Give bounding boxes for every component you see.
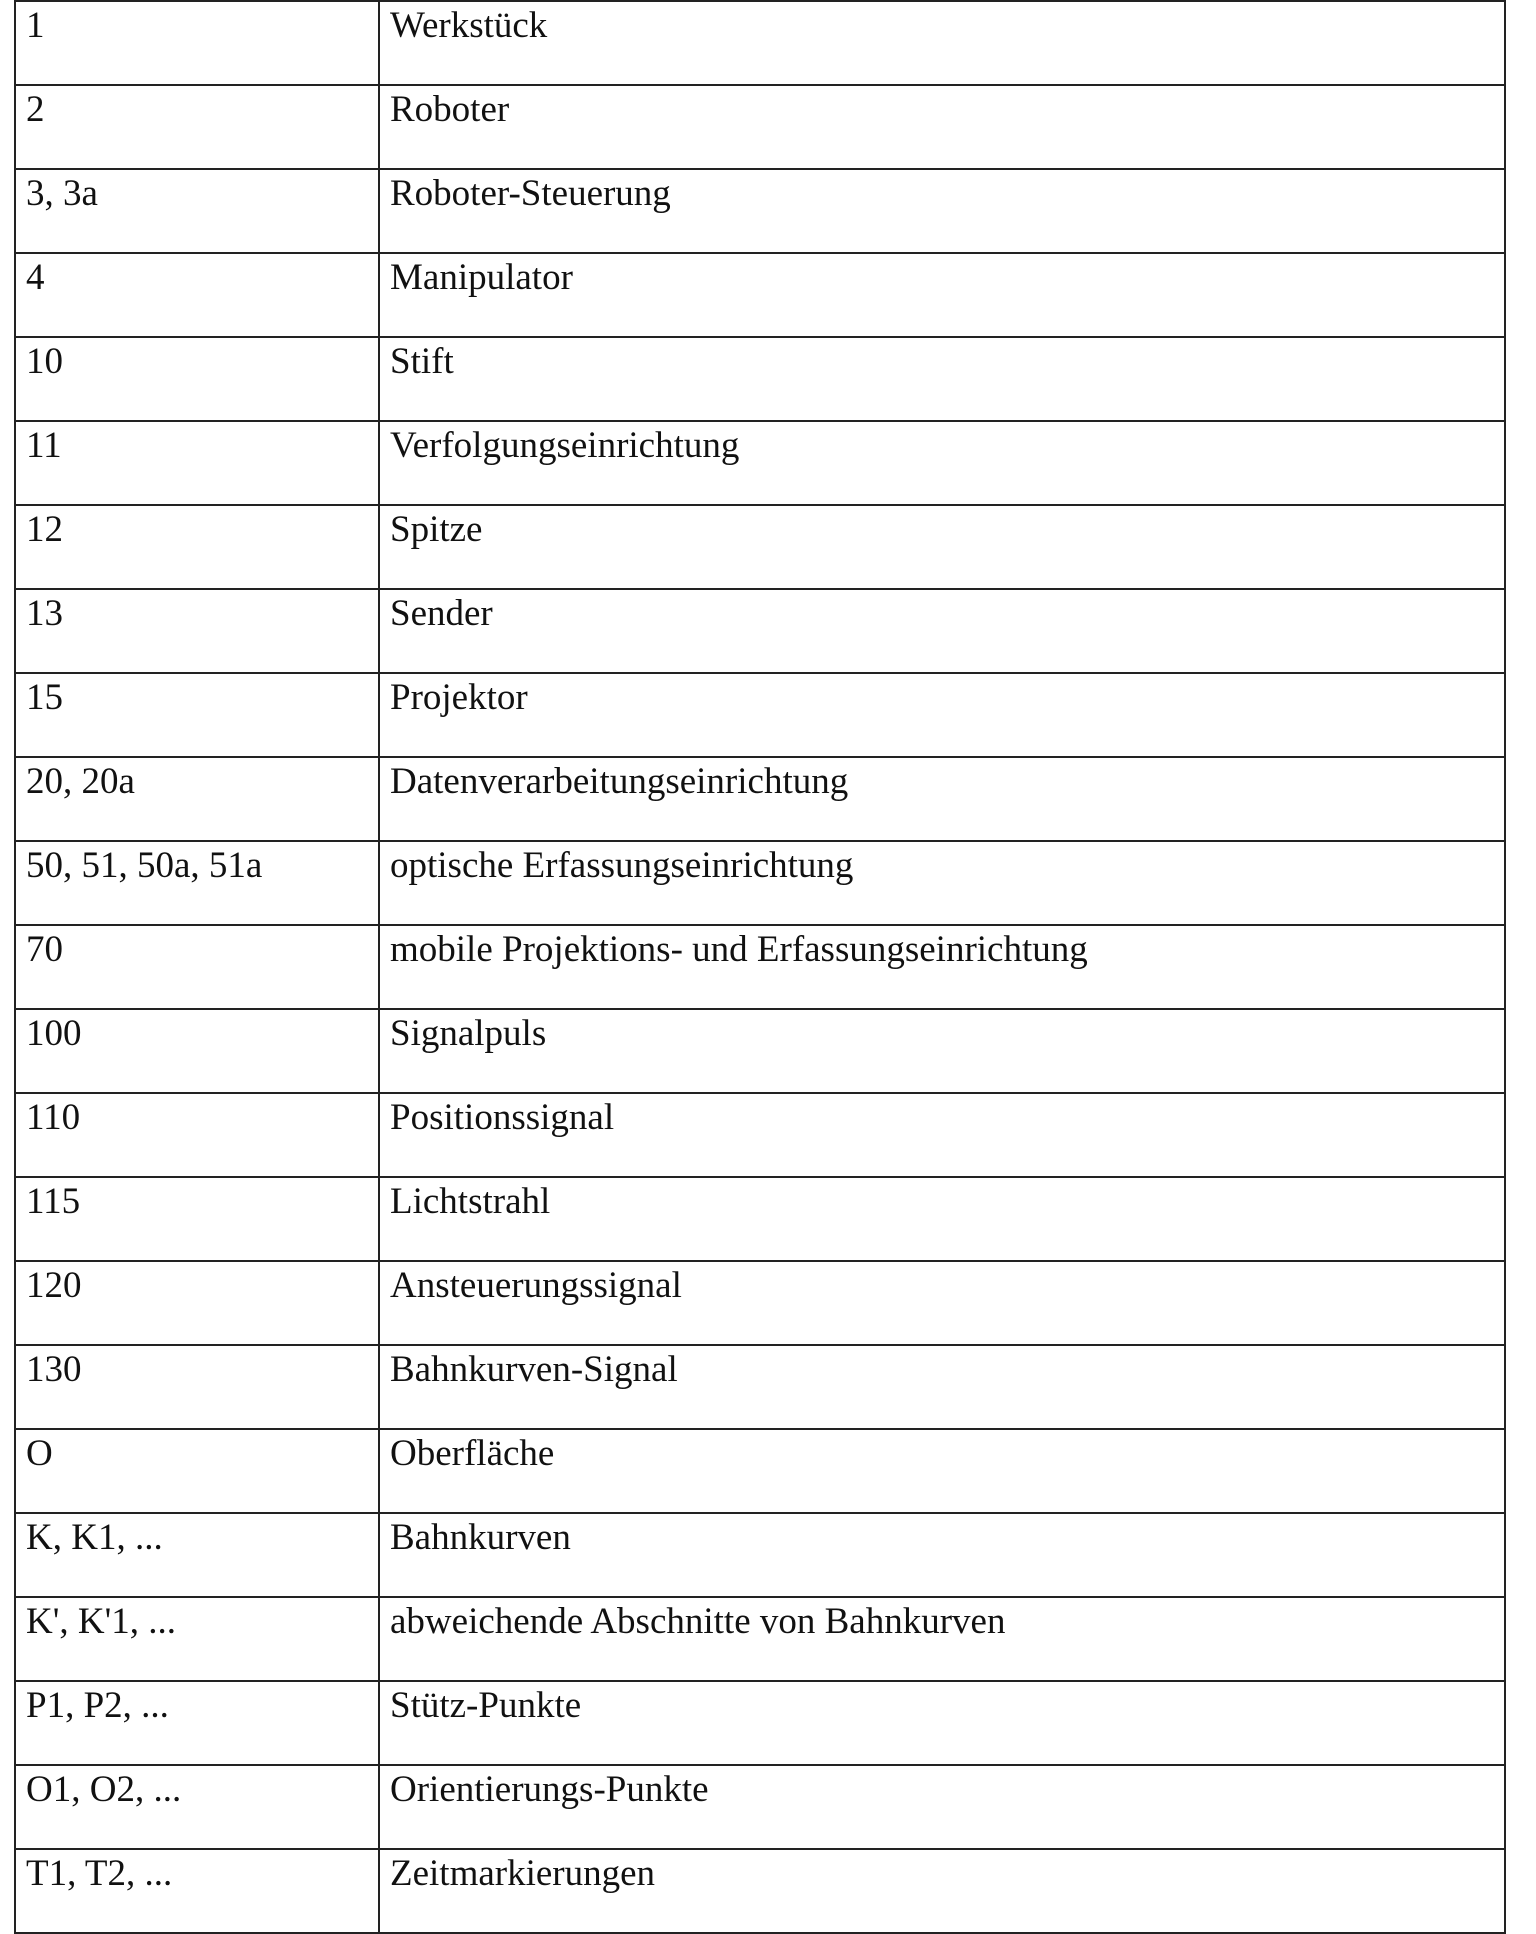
table-row <box>15 505 1505 589</box>
reference-sign-table <box>14 0 1506 1934</box>
designation-cell: Ansteuerungssignal <box>379 1261 1505 1345</box>
designation-cell: Positionssignal <box>379 1093 1505 1177</box>
table-row <box>15 1681 1505 1765</box>
designation-cell: Zeitmarkierungen <box>379 1849 1505 1933</box>
table-row <box>15 421 1505 505</box>
table-row <box>15 1177 1505 1261</box>
reference-number-cell: 1 <box>15 1 379 85</box>
reference-number-cell: O1, O2, ... <box>15 1765 379 1849</box>
reference-number-cell: T1, T2, ... <box>15 1849 379 1933</box>
table-row <box>15 1597 1505 1681</box>
designation-cell: Manipulator <box>379 253 1505 337</box>
table-row <box>15 1 1505 85</box>
table-row <box>15 1429 1505 1513</box>
reference-number-cell: 15 <box>15 673 379 757</box>
reference-number-cell: 13 <box>15 589 379 673</box>
table-row <box>15 1009 1505 1093</box>
designation-cell: Projektor <box>379 673 1505 757</box>
table-row <box>15 1513 1505 1597</box>
table-row <box>15 85 1505 169</box>
designation-cell: Signalpuls <box>379 1009 1505 1093</box>
reference-number-cell: 110 <box>15 1093 379 1177</box>
reference-number-cell: 130 <box>15 1345 379 1429</box>
reference-number-cell: 50, 51, 50a, 51a <box>15 841 379 925</box>
table-row <box>15 253 1505 337</box>
table-row <box>15 337 1505 421</box>
designation-cell: Oberfläche <box>379 1429 1505 1513</box>
table-body <box>15 1 1505 1933</box>
reference-number-cell: O <box>15 1429 379 1513</box>
designation-cell: Roboter <box>379 85 1505 169</box>
designation-cell: Roboter-Steuerung <box>379 169 1505 253</box>
reference-number-cell: 11 <box>15 421 379 505</box>
designation-cell: abweichende Abschnitte von Bahnkurven <box>379 1597 1505 1681</box>
reference-number-cell: 70 <box>15 925 379 1009</box>
reference-number-cell: 115 <box>15 1177 379 1261</box>
designation-cell: Orientierungs-Punkte <box>379 1765 1505 1849</box>
designation-cell: Bahnkurven-Signal <box>379 1345 1505 1429</box>
reference-number-cell: 10 <box>15 337 379 421</box>
table-row <box>15 1849 1505 1933</box>
designation-cell: Sender <box>379 589 1505 673</box>
reference-number-cell: 100 <box>15 1009 379 1093</box>
reference-number-cell: 120 <box>15 1261 379 1345</box>
table-row <box>15 673 1505 757</box>
reference-number-cell: 20, 20a <box>15 757 379 841</box>
table-row <box>15 1261 1505 1345</box>
reference-number-cell: K, K1, ... <box>15 1513 379 1597</box>
table-row <box>15 169 1505 253</box>
reference-number-cell: P1, P2, ... <box>15 1681 379 1765</box>
table-row <box>15 1765 1505 1849</box>
reference-number-cell: 2 <box>15 85 379 169</box>
reference-number-cell: 3, 3a <box>15 169 379 253</box>
designation-cell: Stütz-Punkte <box>379 1681 1505 1765</box>
designation-cell: Spitze <box>379 505 1505 589</box>
designation-cell: optische Erfassungseinrichtung <box>379 841 1505 925</box>
designation-cell: Werkstück <box>379 1 1505 85</box>
designation-cell: Stift <box>379 337 1505 421</box>
table-row <box>15 1093 1505 1177</box>
designation-cell: Lichtstrahl <box>379 1177 1505 1261</box>
table-row <box>15 925 1505 1009</box>
table-row <box>15 757 1505 841</box>
designation-cell: Bahnkurven <box>379 1513 1505 1597</box>
table-row <box>15 1345 1505 1429</box>
table-row <box>15 841 1505 925</box>
reference-number-cell: 4 <box>15 253 379 337</box>
designation-cell: Datenverarbeitungseinrichtung <box>379 757 1505 841</box>
designation-cell: mobile Projektions- und Erfassungseinrichtung <box>379 925 1505 1009</box>
table-row <box>15 589 1505 673</box>
designation-cell: Verfolgungseinrichtung <box>379 421 1505 505</box>
reference-number-cell: K', K'1, ... <box>15 1597 379 1681</box>
reference-number-cell: 12 <box>15 505 379 589</box>
